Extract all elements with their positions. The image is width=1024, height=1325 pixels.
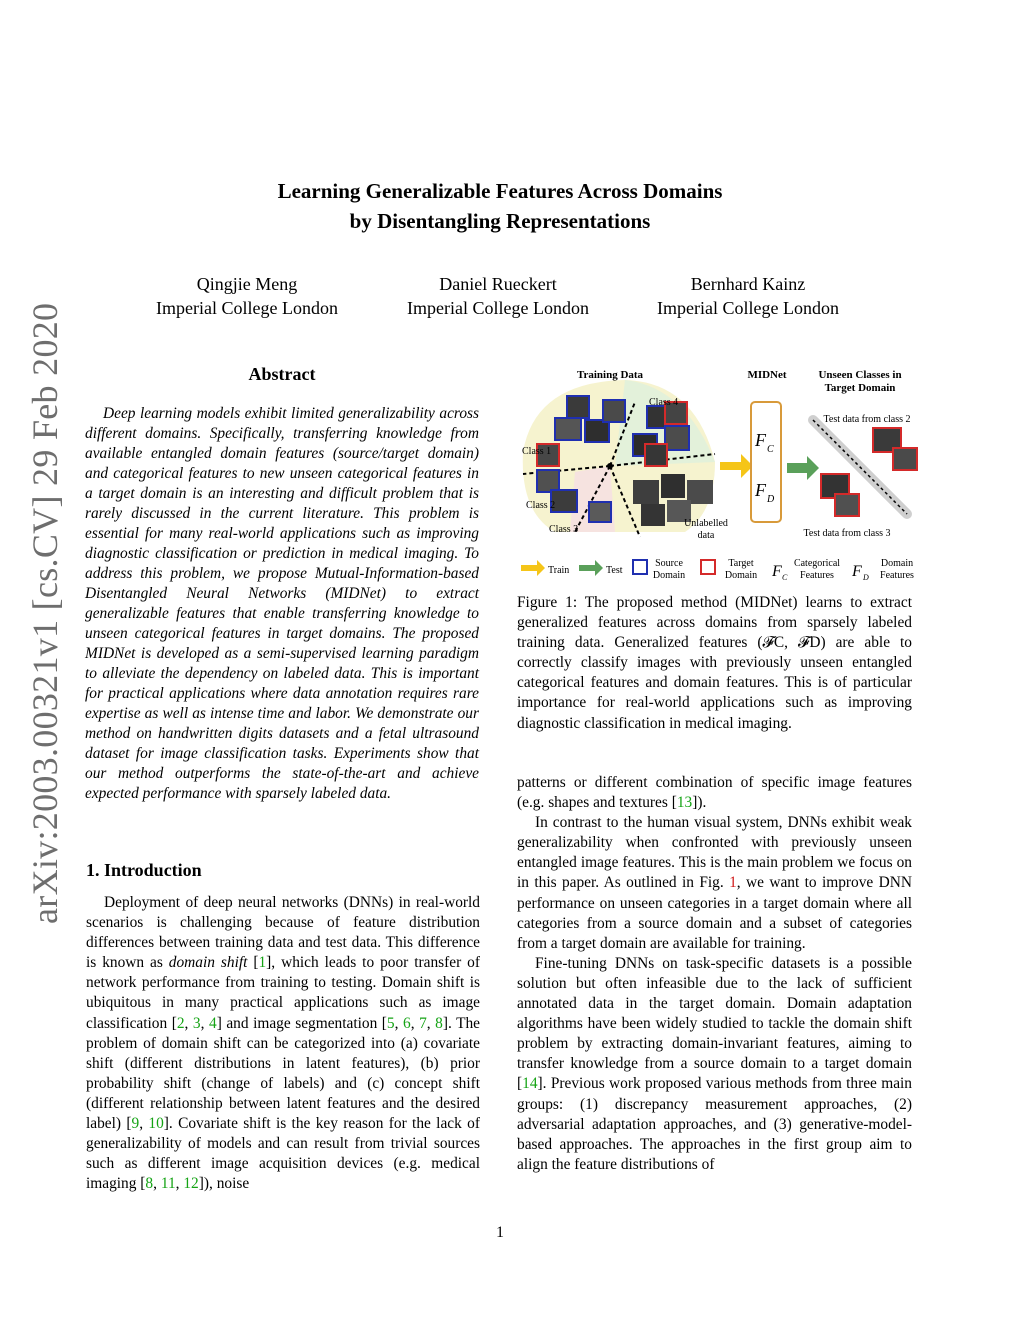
emphasis-domain-shift: domain shift xyxy=(168,954,248,972)
training-data-label: Training Data xyxy=(576,369,644,381)
unlabelled-label-1: Unlabelled xyxy=(684,518,728,529)
legend-cat-1: Categorical xyxy=(793,558,841,569)
intro-column xyxy=(86,893,480,1194)
citation-link[interactable]: 9 xyxy=(131,1115,140,1133)
figure-link[interactable]: 1 xyxy=(729,874,737,892)
citation-link[interactable]: 8 xyxy=(435,1014,443,1032)
page-number: 1 xyxy=(496,1224,504,1241)
citation-link[interactable]: 1 xyxy=(258,954,267,972)
legend-dom-1: Domain xyxy=(880,558,914,569)
citation-link[interactable]: 6 xyxy=(403,1014,411,1032)
citation-link[interactable]: 11 xyxy=(160,1175,176,1193)
test-image-class3 xyxy=(835,494,859,516)
legend-fc-subscript: C xyxy=(782,573,788,582)
legend-fd-symbol: F xyxy=(852,563,862,580)
author-2 xyxy=(368,272,628,320)
citation-link[interactable]: 2 xyxy=(176,1014,185,1032)
fd-subscript: D xyxy=(767,494,775,505)
citation-link[interactable]: 7 xyxy=(419,1014,427,1032)
legend-target-box xyxy=(701,560,715,574)
test-arrow-icon xyxy=(787,456,819,480)
author-1 xyxy=(117,272,377,320)
citation-link[interactable]: 13 xyxy=(676,794,693,812)
section-heading-introduction: 1. Introduction xyxy=(86,860,202,880)
class3-label: Class 3 xyxy=(549,524,579,535)
paragraph: Fine-tuning DNNs on task-specific datasets is a possible solution but often infeasible due to the lack of sufficient annotated data in the target domain. Domain adaptation algorithms have been widely studied to tackle the domain shift problem by extracting domain-invariant features, aiming to transfer knowledge from a source domain to a target domain [14]. Previous work proposed various methods from three main groups: (1) discrepancy measurement approaches, (2) adversarial adaptation approaches, and (3) generative-model-based approaches. The approaches in the first group aim to align the feature distributions of xyxy=(517,954,912,1173)
citation-link[interactable]: 5 xyxy=(386,1014,395,1032)
legend-source-box xyxy=(633,560,647,574)
unseen-label-1: Unseen Classes in xyxy=(818,369,902,381)
title-line-1: Learning Generalizable Features Across Domains xyxy=(277,179,723,203)
author-affiliation: Imperial College London xyxy=(156,298,338,318)
citation-link[interactable]: 12 xyxy=(183,1175,199,1193)
arxiv-identifier: arXiv:2003.00321v1 [cs.CV] 29 Feb 2020 xyxy=(25,302,65,924)
class4-label: Class 4 xyxy=(649,397,679,408)
figure-caption: Figure 1: The proposed method (MIDNet) learns to extract generalized features across domains from sparsely labeled training data. Generalized features (𝓕C, 𝓕D) are able to correctly classify images with previously unseen entangled categorical features and domain features. This is of particular importance for real-world applications such as improving diagnostic classification in medical imaging. xyxy=(517,594,912,732)
legend-source-1: Source xyxy=(655,558,683,569)
legend-dom-2: Features xyxy=(880,570,914,581)
author-3 xyxy=(618,272,878,320)
test-class3-label: Test data from class 3 xyxy=(803,528,891,539)
figure-legend xyxy=(521,558,914,582)
author-affiliation: Imperial College London xyxy=(657,298,839,318)
paragraph: In contrast to the human visual system, DNNs exhibit weak generalizability when confronted with previously unseen entangled image features. This is the main problem we focus on in this paper. As outlined in Fig. 1, we want to improve DNN performance on unseen categories in a target domain where all categories from a source domain and a subset of categories from a target domain are available for training. xyxy=(517,814,912,952)
class1-label: Class 1 xyxy=(522,446,552,457)
abstract-heading: Abstract xyxy=(248,364,316,384)
midnet-label: MIDNet xyxy=(747,369,787,381)
citation-link[interactable]: 8 xyxy=(145,1175,154,1193)
author-name: Daniel Rueckert xyxy=(439,274,557,294)
citation-link[interactable]: 14 xyxy=(522,1075,538,1093)
test-class2-label: Test data from class 2 xyxy=(823,414,911,425)
right-column xyxy=(517,773,912,1175)
legend-target-1: Target xyxy=(728,558,754,569)
legend-test: Test xyxy=(606,565,623,576)
citation-link[interactable]: 3 xyxy=(192,1014,201,1032)
fc-subscript: C xyxy=(767,444,774,455)
intro-paragraph: Deployment of deep neural networks (DNNs) in real-world scenarios is challenging because of feature distribution differences between training data and test data. This difference is known as domain shift [1], which leads to poor transfer of network performance from training to testing. Domain shift is ubiquitous in many practical applications such as image classification [2, 3, 4] and image segmentation [5, 6, 7, 8]. The problem of domain shift can be categorized into (a) covariate shift (different distributions in latent features), (b) prior probability shift (change of labels) and (c) concept shift (different relationship between latent features and the desired label) [9, 10]. Covariate shift is the key reason for the lack of generalizability of models and can result from trivial sources such as different image acquisition devices (e.g. medical imaging [8, 11, 12]), noise xyxy=(86,894,480,1193)
unlabelled-label-2: data xyxy=(697,530,715,541)
legend-test-arrow-icon xyxy=(579,560,603,576)
fd-symbol: F xyxy=(755,480,766,500)
legend-fc-symbol: F xyxy=(772,563,782,580)
paper-title xyxy=(0,176,1000,236)
legend-target-2: Domain xyxy=(724,570,758,581)
figure-1 xyxy=(515,362,925,587)
author-name: Qingjie Meng xyxy=(196,274,298,294)
citation-link[interactable]: 4 xyxy=(209,1014,217,1032)
test-image-class2 xyxy=(893,448,917,470)
paragraph-continued: patterns or different combination of specific image features (e.g. shapes and textures [13]). xyxy=(517,774,912,812)
unseen-label-2: Target Domain xyxy=(824,382,896,394)
author-affiliation: Imperial College London xyxy=(407,298,589,318)
legend-cat-2: Features xyxy=(800,570,834,581)
abstract-text: Deep learning models exhibit limited generalizability across different domains. Specifically, transferring knowledge from available entangled domain features (source/target domain) and categorical features to new unseen categorical features in a target domain is an interesting and difficult problem that is rarely discussed in the current literature. This problem is essential for many real-world applications such as improving diagnostic classification or prediction in medical imaging. To address this problem, we propose Mutual-Information-based Disentangled Neural Networks (MIDNet) to extract generalizable features that enable transferring knowledge to unseen categorical features in target domains. The proposed MIDNet is developed as a semi-supervised learning paradigm to alleviate the dependency on labeled data. This is important for practical applications where data annotation requires rare expertise as well as intense time and labor. We demonstrate our method on handwritten digits datasets and a fetal ultrasound dataset for image classification tasks. Experiments show that our method outperforms the state-of-the-art and achieve expected performance with sparsely labeled data. xyxy=(85,405,479,802)
class2-label: Class 2 xyxy=(526,500,556,511)
train-arrow-icon xyxy=(720,454,753,478)
title-line-2: by Disentangling Representations xyxy=(349,209,651,233)
legend-fd-subscript: D xyxy=(863,573,869,582)
midnet-box xyxy=(751,402,781,522)
fc-symbol: F xyxy=(755,430,766,450)
citation-link[interactable]: 10 xyxy=(148,1115,164,1133)
legend-train: Train xyxy=(548,565,570,576)
legend-train-arrow-icon xyxy=(521,560,545,576)
author-name: Bernhard Kainz xyxy=(690,274,806,294)
legend-source-2: Domain xyxy=(652,570,686,581)
center-dot xyxy=(607,463,613,469)
